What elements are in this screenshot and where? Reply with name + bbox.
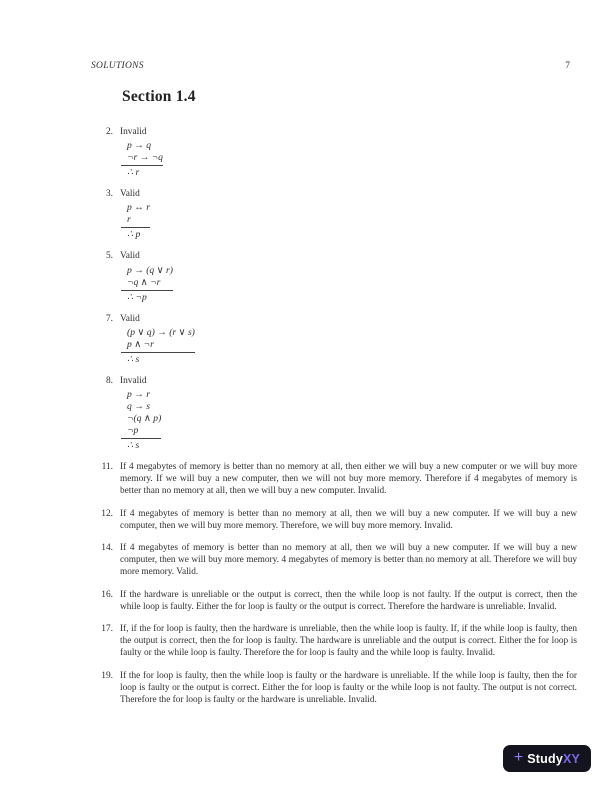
problem-text: If, if the for loop is faulty, then the hardware is unreliable, then the while loop is faulty. If, if the while loop is faulty, then the output is correct, then the for loop is faulty. The hardware is unreliable and the output is correct. Either the for loop is faulty or the while loop is faulty. Therefore the for loop is faulty and the while loop is faulty. Invalid. <box>120 624 577 659</box>
problem-number: 8. <box>105 375 113 386</box>
premise-formula: p → r <box>127 389 150 401</box>
proof-body <box>120 313 577 367</box>
premise-formula: p ∧ ¬r <box>127 338 154 350</box>
problem-number: 5. <box>105 251 113 262</box>
problem-text: If the hardware is unreliable or the output is correct, then the while loop is not faulty. If the output is correct, then the while loop is faulty. Either the for loop is faulty or the output is correct. Therefore the hardware is unreliable. Invalid. <box>120 589 577 612</box>
problem-text: If 4 megabytes of memory is better than no memory at all, then either we will buy a new computer or we will buy more memory. If we will buy a new computer, then we will not buy more memory. Therefore if 4 megabytes of memory is better than no memory at all, then we will buy a new computer. Invalid. <box>120 462 577 497</box>
problem-number: 11. <box>101 462 113 473</box>
logic-argument <box>121 140 170 179</box>
section-title: Section 1.4 <box>122 88 196 105</box>
studyxy-watermark <box>503 745 591 772</box>
premise-formula: r <box>127 214 131 226</box>
proof-problem <box>94 313 577 367</box>
premise-formula: ¬(q ∧ p) <box>127 413 162 425</box>
word-problem <box>94 508 577 532</box>
brand-study-text: Study <box>527 751 563 766</box>
proof-body <box>120 375 577 453</box>
premise-formula: (p ∨ q) → (r ∨ s) <box>127 326 195 338</box>
conclusion-formula: ∴ ¬p <box>121 290 173 304</box>
proof-problem <box>94 250 577 304</box>
brand-xy-text: XY <box>563 751 581 766</box>
problem-text: If the for loop is faulty, then the while loop is faulty or the hardware is unreliable. If the while loop is faulty, then the for loop is faulty or the output is correct. Either the for loop is faulty or the while loop is not faulty. The output is not correct. Therefore the for loop is faulty or the hardware is unreliable. Invalid. <box>120 670 577 706</box>
page-header <box>91 61 570 71</box>
proof-body <box>120 126 577 180</box>
premises <box>121 265 173 289</box>
logic-argument <box>121 389 168 452</box>
proof-problem <box>94 188 577 242</box>
logic-argument <box>121 202 157 241</box>
premises <box>121 389 161 437</box>
word-problem <box>94 542 577 579</box>
problem-number: 7. <box>105 313 113 324</box>
page-number: 7 <box>565 61 570 71</box>
conclusion-formula: ∴ r <box>121 165 163 179</box>
word-problem <box>94 670 577 707</box>
verdict-label: Valid <box>120 189 140 200</box>
problem-number: 16. <box>101 589 113 600</box>
brand-wordmark <box>527 752 580 766</box>
problem-number: 2. <box>105 127 113 137</box>
word-problem <box>94 589 577 613</box>
logic-argument <box>121 327 202 366</box>
problem-number: 12. <box>101 508 113 519</box>
premise-formula: q → s <box>127 401 150 413</box>
verdict-label: Invalid <box>120 127 147 137</box>
plus-icon: + <box>513 748 524 766</box>
running-title: SOLUTIONS <box>91 61 144 71</box>
premise-formula: p ↔ r <box>127 202 150 214</box>
premise-formula: p → (q ∨ r) <box>127 264 173 276</box>
premise-formula: p → q <box>127 140 151 152</box>
conclusion-formula: ∴ s <box>121 438 161 452</box>
proof-problem <box>94 375 577 453</box>
problem-text: If 4 megabytes of memory is better than no memory at all, then we will buy a new computer. If we will buy a new computer, then we will buy more memory. Therefore, we will buy more memory. Invalid. <box>120 508 577 531</box>
problem-number: 19. <box>101 670 113 681</box>
premises <box>121 327 195 351</box>
solutions-list <box>94 126 577 716</box>
conclusion-formula: ∴ s <box>121 352 195 366</box>
proof-problem <box>94 126 577 180</box>
word-problem <box>94 623 577 660</box>
logic-argument <box>121 265 180 304</box>
verdict-label: Valid <box>120 251 140 262</box>
premises <box>121 202 150 226</box>
problem-number: 17. <box>101 624 113 635</box>
proof-body <box>120 250 577 304</box>
word-problem <box>94 461 577 498</box>
premises <box>121 140 163 164</box>
problem-text: If 4 megabytes of memory is better than no memory at all, then we will buy a new computer. If we will buy a new computer, then we will buy more memory. 4 megabytes of memory is better than no memory at all. Therefore we will buy more memory. Valid. <box>120 543 577 578</box>
verdict-label: Invalid <box>120 375 147 386</box>
problem-number: 14. <box>101 543 113 554</box>
premise-formula: ¬p <box>127 425 139 437</box>
premise-formula: ¬q ∧ ¬r <box>127 276 161 288</box>
proof-body <box>120 188 577 242</box>
verdict-label: Valid <box>120 313 140 324</box>
problem-number: 3. <box>105 189 113 200</box>
premise-formula: ¬r → ¬q <box>127 152 163 164</box>
conclusion-formula: ∴ p <box>121 227 150 241</box>
